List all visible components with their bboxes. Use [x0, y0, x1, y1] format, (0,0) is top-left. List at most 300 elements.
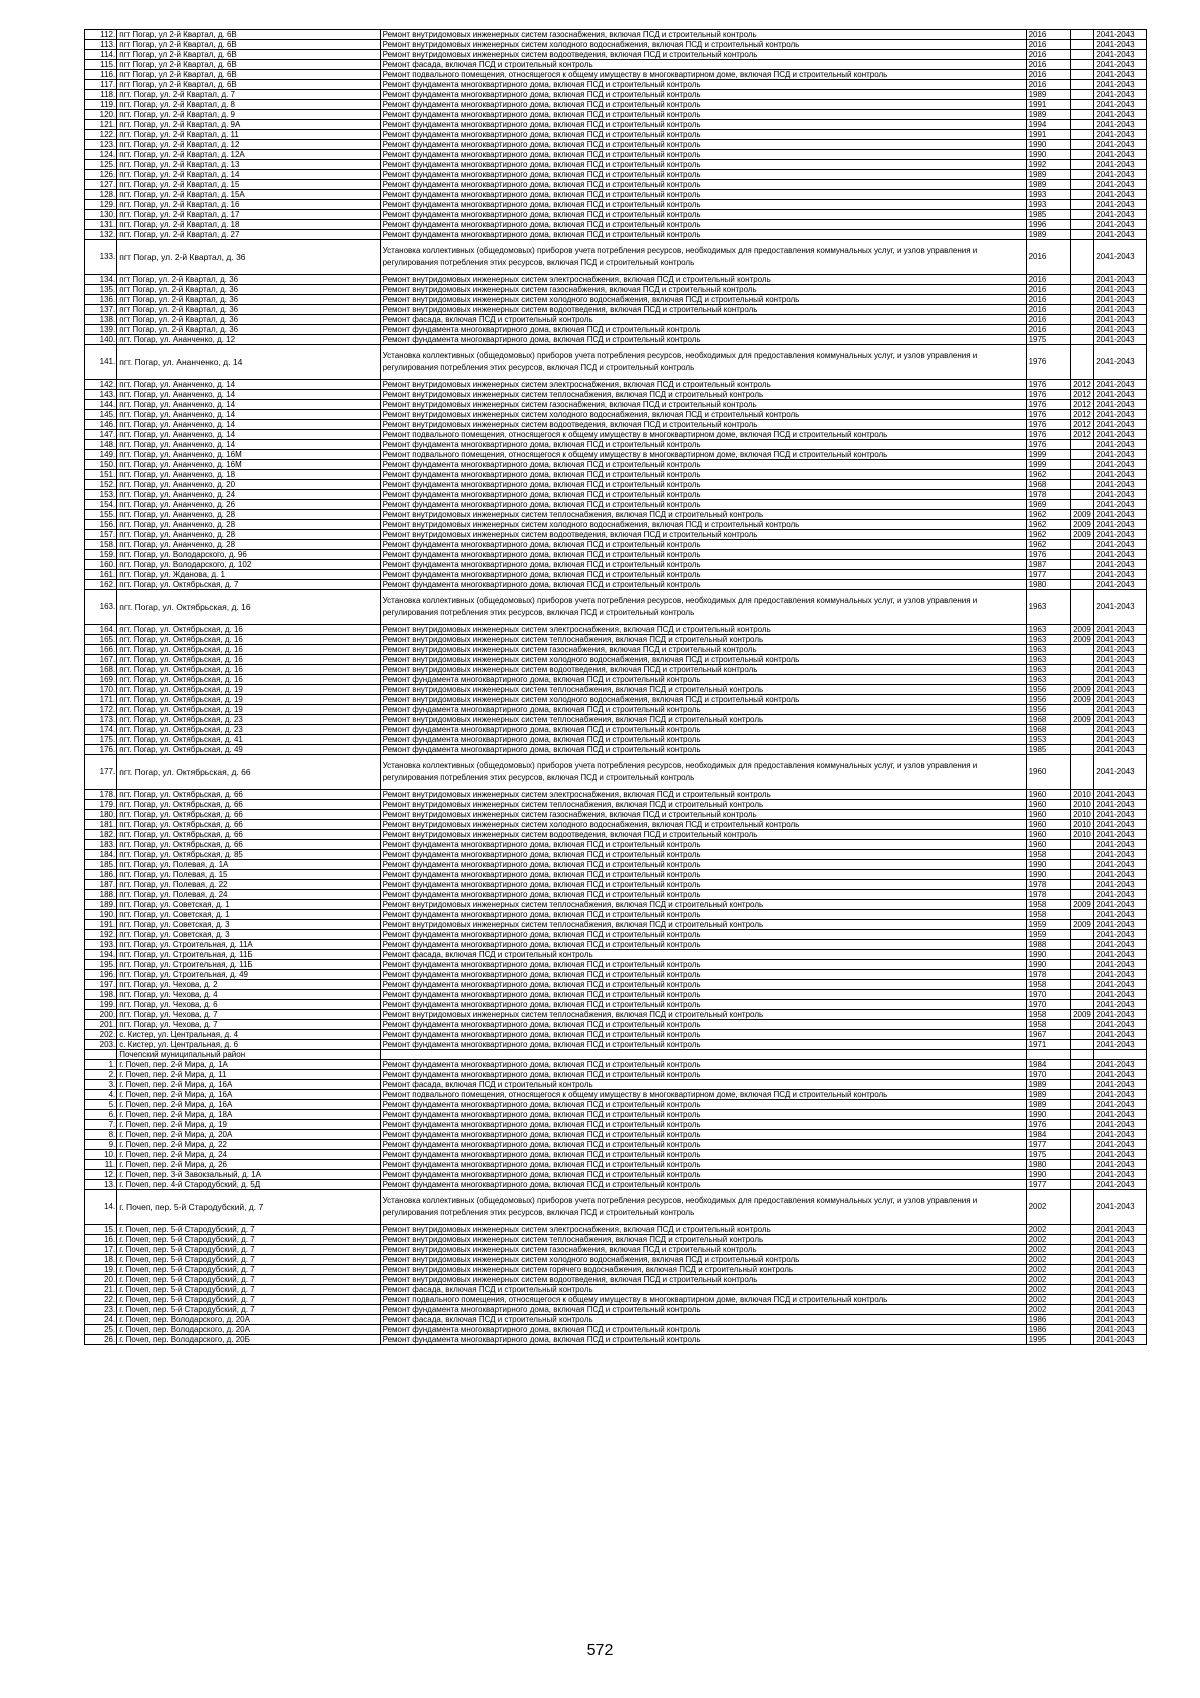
row-number: 194.	[85, 950, 117, 960]
work-type-cell: Ремонт фундамента многоквартирного дома, включая ПСД и строительный контроль	[380, 110, 1026, 120]
last-repair-year-cell	[1070, 450, 1094, 460]
table-row	[85, 120, 1147, 130]
table-row	[85, 540, 1147, 550]
build-year-cell: 2002	[1026, 1285, 1070, 1295]
last-repair-year-cell	[1070, 960, 1094, 970]
address-cell: пгт. Погар, ул. Октябрьская, д. 66	[117, 820, 380, 830]
table-row	[85, 1000, 1147, 1010]
work-type-cell: Ремонт подвального помещения, относящегося к общему имуществу в многоквартирном доме, включая ПСД и строительный контроль	[380, 430, 1026, 440]
planned-period-cell: 2041-2043	[1094, 1325, 1147, 1335]
planned-period-cell: 2041-2043	[1094, 1040, 1147, 1050]
build-year-cell: 1963	[1026, 645, 1070, 655]
row-number: 20.	[85, 1275, 117, 1285]
planned-period-cell: 2041-2043	[1094, 510, 1147, 520]
build-year-cell: 1970	[1026, 990, 1070, 1000]
table-row	[85, 140, 1147, 150]
work-type-cell: Ремонт фундамента многоквартирного дома, включая ПСД и строительный контроль	[380, 80, 1026, 90]
planned-period-cell: 2041-2043	[1094, 635, 1147, 645]
build-year-cell: 1976	[1026, 550, 1070, 560]
last-repair-year-cell	[1070, 100, 1094, 110]
table-row	[85, 830, 1147, 840]
address-cell: г. Почеп, пер. 5-й Стародубский, д. 7	[117, 1255, 380, 1265]
work-type-cell: Ремонт фундамента многоквартирного дома, включая ПСД и строительный контроль	[380, 200, 1026, 210]
last-repair-year-cell	[1070, 200, 1094, 210]
planned-period-cell: 2041-2043	[1094, 315, 1147, 325]
build-year-cell: 1958	[1026, 850, 1070, 860]
build-year-cell: 2016	[1026, 50, 1070, 60]
planned-period-cell: 2041-2043	[1094, 1265, 1147, 1275]
work-type-cell: Ремонт фундамента многоквартирного дома, включая ПСД и строительный контроль	[380, 335, 1026, 345]
build-year-cell: 1996	[1026, 220, 1070, 230]
address-cell: пгт. Погар, ул. Чехова, д. 2	[117, 980, 380, 990]
last-repair-year-cell	[1070, 170, 1094, 180]
table-row	[85, 210, 1147, 220]
address-cell: пгт. Погар, ул. Ананченко, д. 16М	[117, 450, 380, 460]
row-number: 116.	[85, 70, 117, 80]
address-cell: с. Кистер, ул. Центральная, д. 6	[117, 1040, 380, 1050]
build-year-cell: 1989	[1026, 110, 1070, 120]
last-repair-year-cell: 2010	[1070, 830, 1094, 840]
build-year-cell: 1994	[1026, 120, 1070, 130]
build-year-cell: 1990	[1026, 140, 1070, 150]
build-year-cell: 1968	[1026, 725, 1070, 735]
address-cell: г. Почеп, пер. 5-й Стародубский, д. 7	[117, 1305, 380, 1315]
build-year-cell: 1956	[1026, 705, 1070, 715]
address-cell: пгт. Погар, ул. 2-й Квартал, д. 17	[117, 210, 380, 220]
work-type-cell: Ремонт внутридомовых инженерных систем электроснабжения, включая ПСД и строительный контроль	[380, 790, 1026, 800]
last-repair-year-cell	[1070, 1140, 1094, 1150]
document-page	[84, 29, 1147, 1345]
row-number: 2.	[85, 1070, 117, 1080]
last-repair-year-cell: 2009	[1070, 520, 1094, 530]
address-cell: г. Почеп, пер. 5-й Стародубский, д. 7	[117, 1245, 380, 1255]
row-number: 153.	[85, 490, 117, 500]
row-number: 121.	[85, 120, 117, 130]
build-year-cell: 1992	[1026, 160, 1070, 170]
work-type-cell: Ремонт фундамента многоквартирного дома, включая ПСД и строительный контроль	[380, 930, 1026, 940]
address-cell: пгт. Погар, ул. 2-й Квартал, д. 9А	[117, 120, 380, 130]
address-cell: пгт. Погар, ул. 2-й Квартал, д. 13	[117, 160, 380, 170]
row-number: 148.	[85, 440, 117, 450]
table-row	[85, 1150, 1147, 1160]
address-cell: пгт. Погар, ул. Октябрьская, д. 66	[117, 800, 380, 810]
last-repair-year-cell	[1070, 950, 1094, 960]
work-type-cell: Ремонт фундамента многоквартирного дома, включая ПСД и строительный контроль	[380, 220, 1026, 230]
last-repair-year-cell	[1070, 1325, 1094, 1335]
build-year-cell: 1956	[1026, 695, 1070, 705]
last-repair-year-cell	[1070, 850, 1094, 860]
row-number: 144.	[85, 400, 117, 410]
table-row	[85, 1190, 1147, 1225]
planned-period-cell: 2041-2043	[1094, 910, 1147, 920]
planned-period-cell: 2041-2043	[1094, 460, 1147, 470]
table-row	[85, 820, 1147, 830]
row-number: 147.	[85, 430, 117, 440]
address-cell: пгт. Погар, ул. 2-й Квартал, д. 8	[117, 100, 380, 110]
address-cell: пгт. Погар, ул. 2-й Квартал, д. 27	[117, 230, 380, 240]
address-cell: пгт. Погар, ул. Октябрьская, д. 66	[117, 830, 380, 840]
address-cell: г. Почеп, пер. Володарского, д. 20А	[117, 1315, 380, 1325]
work-type-cell: Ремонт внутридомовых инженерных систем водоотведения, включая ПСД и строительный контроль	[380, 665, 1026, 675]
planned-period-cell: 2041-2043	[1094, 230, 1147, 240]
planned-period-cell: 2041-2043	[1094, 170, 1147, 180]
build-year-cell: 1980	[1026, 580, 1070, 590]
table-row	[85, 530, 1147, 540]
build-year-cell: 1958	[1026, 1010, 1070, 1020]
table-row	[85, 1315, 1147, 1325]
planned-period-cell: 2041-2043	[1094, 960, 1147, 970]
build-year-cell: 1978	[1026, 890, 1070, 900]
table-row	[85, 110, 1147, 120]
row-number: 166.	[85, 645, 117, 655]
address-cell: пгт. Погар, ул. 2-й Квартал, д. 9	[117, 110, 380, 120]
row-number: 192.	[85, 930, 117, 940]
build-year-cell: 1990	[1026, 860, 1070, 870]
work-type-cell: Ремонт фундамента многоквартирного дома, включая ПСД и строительный контроль	[380, 1060, 1026, 1070]
last-repair-year-cell	[1070, 590, 1094, 625]
row-number: 183.	[85, 840, 117, 850]
work-type-cell: Ремонт фундамента многоквартирного дома, включая ПСД и строительный контроль	[380, 910, 1026, 920]
last-repair-year-cell	[1070, 190, 1094, 200]
work-type-cell: Ремонт фасада, включая ПСД и строительный контроль	[380, 315, 1026, 325]
planned-period-cell: 2041-2043	[1094, 1315, 1147, 1325]
table-row	[85, 510, 1147, 520]
last-repair-year-cell	[1070, 110, 1094, 120]
last-repair-year-cell: 2009	[1070, 900, 1094, 910]
address-cell: пгт. Погар, ул. Ананченко, д. 24	[117, 490, 380, 500]
planned-period-cell: 2041-2043	[1094, 450, 1147, 460]
build-year-cell: 1963	[1026, 625, 1070, 635]
row-number: 140.	[85, 335, 117, 345]
planned-period-cell: 2041-2043	[1094, 745, 1147, 755]
planned-period-cell: 2041-2043	[1094, 570, 1147, 580]
table-row	[85, 160, 1147, 170]
row-number: 146.	[85, 420, 117, 430]
work-type-cell: Ремонт фундамента многоквартирного дома, включая ПСД и строительный контроль	[380, 840, 1026, 850]
table-row	[85, 1305, 1147, 1315]
row-number: 6.	[85, 1110, 117, 1120]
planned-period-cell: 2041-2043	[1094, 60, 1147, 70]
build-year-cell: 2002	[1026, 1255, 1070, 1265]
row-number: 26.	[85, 1335, 117, 1345]
table-row	[85, 130, 1147, 140]
last-repair-year-cell: 2012	[1070, 430, 1094, 440]
row-number: 19.	[85, 1265, 117, 1275]
last-repair-year-cell	[1070, 870, 1094, 880]
planned-period-cell: 2041-2043	[1094, 100, 1147, 110]
work-type-cell: Ремонт внутридомовых инженерных систем теплоснабжения, включая ПСД и строительный контроль	[380, 685, 1026, 695]
address-cell: пгт Погар, ул. 2-й Квартал, д. 36	[117, 305, 380, 315]
address-cell: пгт. Погар, ул. Строительная, д. 49	[117, 970, 380, 980]
table-row	[85, 200, 1147, 210]
planned-period-cell: 2041-2043	[1094, 50, 1147, 60]
table-row	[85, 275, 1147, 285]
last-repair-year-cell	[1070, 70, 1094, 80]
row-number: 1.	[85, 1060, 117, 1070]
last-repair-year-cell	[1070, 840, 1094, 850]
address-cell: г. Почеп, пер. 2-й Мира, д. 16А	[117, 1080, 380, 1090]
build-year-cell: 1958	[1026, 900, 1070, 910]
table-row	[85, 990, 1147, 1000]
table-row	[85, 860, 1147, 870]
work-type-cell: Ремонт фундамента многоквартирного дома, включая ПСД и строительный контроль	[380, 880, 1026, 890]
table-row	[85, 735, 1147, 745]
work-type-cell: Ремонт внутридомовых инженерных систем холодного водоснабжения, включая ПСД и строительный контроль	[380, 1255, 1026, 1265]
last-repair-year-cell	[1070, 1030, 1094, 1040]
work-type-cell: Ремонт внутридомовых инженерных систем холодного водоснабжения, включая ПСД и строительный контроль	[380, 410, 1026, 420]
address-cell: пгт. Погар, ул. Жданова, д. 1	[117, 570, 380, 580]
planned-period-cell: 2041-2043	[1094, 900, 1147, 910]
table-row	[85, 980, 1147, 990]
address-cell: пгт. Погар, ул. Октябрьская, д. 16	[117, 590, 380, 625]
table-row	[85, 570, 1147, 580]
planned-period-cell: 2041-2043	[1094, 1245, 1147, 1255]
work-type-cell: Ремонт фундамента многоквартирного дома, включая ПСД и строительный контроль	[380, 725, 1026, 735]
address-cell: пгт. Погар, ул. Октябрьская, д. 16	[117, 665, 380, 675]
work-type-cell: Ремонт внутридомовых инженерных систем теплоснабжения, включая ПСД и строительный контроль	[380, 1010, 1026, 1020]
work-type-cell: Ремонт фундамента многоквартирного дома, включая ПСД и строительный контроль	[380, 1325, 1026, 1335]
address-cell: пгт. Погар, ул. Чехова, д. 6	[117, 1000, 380, 1010]
build-year-cell: 1985	[1026, 745, 1070, 755]
address-cell: г. Почеп, пер. 2-й Мира, д. 18А	[117, 1110, 380, 1120]
build-year-cell: 1991	[1026, 130, 1070, 140]
planned-period-cell: 2041-2043	[1094, 850, 1147, 860]
work-type-cell: Ремонт фундамента многоквартирного дома, включая ПСД и строительный контроль	[380, 580, 1026, 590]
last-repair-year-cell	[1070, 130, 1094, 140]
planned-period-cell: 2041-2043	[1094, 560, 1147, 570]
row-number: 112.	[85, 30, 117, 40]
table-row	[85, 60, 1147, 70]
work-type-cell: Ремонт внутридомовых инженерных систем газоснабжения, включая ПСД и строительный контроль	[380, 1245, 1026, 1255]
row-number: 11.	[85, 1160, 117, 1170]
address-cell: пгт. Погар, ул. Ананченко, д. 14	[117, 430, 380, 440]
address-cell: пгт. Погар, ул. 2-й Квартал, д. 14	[117, 170, 380, 180]
planned-period-cell: 2041-2043	[1094, 500, 1147, 510]
build-year-cell: 1971	[1026, 1040, 1070, 1050]
planned-period-cell: 2041-2043	[1094, 1120, 1147, 1130]
work-type-cell: Ремонт внутридомовых инженерных систем водоотведения, включая ПСД и строительный контроль	[380, 530, 1026, 540]
table-row	[85, 900, 1147, 910]
work-type-cell: Ремонт внутридомовых инженерных систем теплоснабжения, включая ПСД и строительный контроль	[380, 635, 1026, 645]
address-cell: пгт. Погар, ул. Чехова, д. 4	[117, 990, 380, 1000]
last-repair-year-cell	[1070, 745, 1094, 755]
build-year-cell: 1967	[1026, 1030, 1070, 1040]
address-cell: пгт. Погар, ул. Октябрьская, д. 7	[117, 580, 380, 590]
address-cell: пгт. Погар, ул. Ананченко, д. 14	[117, 400, 380, 410]
build-year-cell: 2002	[1026, 1305, 1070, 1315]
address-cell: пгт. Погар, ул. Ананченко, д. 28	[117, 540, 380, 550]
planned-period-cell: 2041-2043	[1094, 1255, 1147, 1265]
table-row	[85, 50, 1147, 60]
address-cell: пгт. Погар, ул. Ананченко, д. 20	[117, 480, 380, 490]
last-repair-year-cell	[1070, 1315, 1094, 1325]
work-type-cell: Ремонт внутридомовых инженерных систем холодного водоснабжения, включая ПСД и строительный контроль	[380, 40, 1026, 50]
row-number: 203.	[85, 1040, 117, 1050]
last-repair-year-cell	[1070, 60, 1094, 70]
last-repair-year-cell	[1070, 500, 1094, 510]
build-year-cell: 1991	[1026, 100, 1070, 110]
address-cell: пгт. Погар, ул. Октябрьская, д. 66	[117, 810, 380, 820]
row-number: 152.	[85, 480, 117, 490]
row-number: 187.	[85, 880, 117, 890]
table-row	[85, 1090, 1147, 1100]
table-row	[85, 675, 1147, 685]
work-type-cell: Ремонт фундамента многоквартирного дома, включая ПСД и строительный контроль	[380, 1110, 1026, 1120]
work-type-cell: Ремонт внутридомовых инженерных систем холодного водоснабжения, включая ПСД и строительный контроль	[380, 295, 1026, 305]
table-row	[85, 1100, 1147, 1110]
work-type-cell: Ремонт внутридомовых инженерных систем теплоснабжения, включая ПСД и строительный контроль	[380, 1235, 1026, 1245]
row-number: 124.	[85, 150, 117, 160]
table-row	[85, 940, 1147, 950]
address-cell: пгт. Погар, ул. Строительная, д. 11А	[117, 940, 380, 950]
work-type-cell: Ремонт фундамента многоквартирного дома, включая ПСД и строительный контроль	[380, 560, 1026, 570]
table-row	[85, 380, 1147, 390]
planned-period-cell: 2041-2043	[1094, 695, 1147, 705]
last-repair-year-cell	[1070, 490, 1094, 500]
last-repair-year-cell	[1070, 1150, 1094, 1160]
build-year-cell: 1975	[1026, 1150, 1070, 1160]
table-row	[85, 1335, 1147, 1345]
row-number: 137.	[85, 305, 117, 315]
work-type-cell: Ремонт фундамента многоквартирного дома, включая ПСД и строительный контроль	[380, 1000, 1026, 1010]
work-type-cell: Ремонт фундамента многоквартирного дома, включая ПСД и строительный контроль	[380, 130, 1026, 140]
build-year-cell: 1976	[1026, 430, 1070, 440]
address-cell: пгт. Погар, ул. Советская, д. 3	[117, 930, 380, 940]
row-number: 156.	[85, 520, 117, 530]
address-cell: пгт. Погар, ул. Октябрьская, д. 16	[117, 635, 380, 645]
work-type-cell: Ремонт фундамента многоквартирного дома, включая ПСД и строительный контроль	[380, 1140, 1026, 1150]
row-number: 157.	[85, 530, 117, 540]
planned-period-cell: 2041-2043	[1094, 490, 1147, 500]
last-repair-year-cell	[1070, 1020, 1094, 1030]
work-type-cell: Ремонт фундамента многоквартирного дома, включая ПСД и строительный контроль	[380, 325, 1026, 335]
table-row	[85, 1120, 1147, 1130]
address-cell: пгт. Погар, ул. Октябрьская, д. 19	[117, 685, 380, 695]
table-row	[85, 295, 1147, 305]
work-type-cell: Ремонт фундамента многоквартирного дома, включая ПСД и строительный контроль	[380, 890, 1026, 900]
work-type-cell: Ремонт внутридомовых инженерных систем теплоснабжения, включая ПСД и строительный контроль	[380, 715, 1026, 725]
planned-period-cell: 2041-2043	[1094, 30, 1147, 40]
planned-period-cell: 2041-2043	[1094, 755, 1147, 790]
row-number: 196.	[85, 970, 117, 980]
work-type-cell: Ремонт подвального помещения, относящегося к общему имуществу в многоквартирном доме, включая ПСД и строительный контроль	[380, 1090, 1026, 1100]
table-row	[85, 440, 1147, 450]
last-repair-year-cell	[1070, 240, 1094, 275]
planned-period-cell: 2041-2043	[1094, 530, 1147, 540]
last-repair-year-cell	[1070, 1170, 1094, 1180]
address-cell: пгт Погар, ул. 2-й Квартал, д. 36	[117, 240, 380, 275]
table-row	[85, 150, 1147, 160]
last-repair-year-cell	[1070, 335, 1094, 345]
build-year-cell: 1959	[1026, 930, 1070, 940]
build-year-cell: 1968	[1026, 480, 1070, 490]
planned-period-cell: 2041-2043	[1094, 1275, 1147, 1285]
build-year-cell: 2016	[1026, 305, 1070, 315]
build-year-cell: 1980	[1026, 1160, 1070, 1170]
build-year-cell: 2016	[1026, 30, 1070, 40]
planned-period-cell: 2041-2043	[1094, 110, 1147, 120]
table-row	[85, 665, 1147, 675]
table-row	[85, 745, 1147, 755]
last-repair-year-cell	[1070, 1255, 1094, 1265]
planned-period-cell: 2041-2043	[1094, 420, 1147, 430]
row-number: 145.	[85, 410, 117, 420]
planned-period-cell: 2041-2043	[1094, 335, 1147, 345]
planned-period-cell: 2041-2043	[1094, 90, 1147, 100]
planned-period-cell: 2041-2043	[1094, 1090, 1147, 1100]
build-year-cell: 1962	[1026, 510, 1070, 520]
address-cell: г. Почеп, пер. 5-й Стародубский, д. 7	[117, 1225, 380, 1235]
row-number: 164.	[85, 625, 117, 635]
last-repair-year-cell	[1070, 1130, 1094, 1140]
address-cell: пгт Погар, ул. 2-й Квартал, д. 36	[117, 325, 380, 335]
planned-period-cell: 2041-2043	[1094, 440, 1147, 450]
last-repair-year-cell	[1070, 295, 1094, 305]
row-number: 155.	[85, 510, 117, 520]
address-cell: пгт. Погар, ул. Чехова, д. 7	[117, 1010, 380, 1020]
last-repair-year-cell: 2010	[1070, 820, 1094, 830]
last-repair-year-cell: 2012	[1070, 400, 1094, 410]
planned-period-cell: 2041-2043	[1094, 880, 1147, 890]
row-number: 186.	[85, 870, 117, 880]
planned-period-cell: 2041-2043	[1094, 1140, 1147, 1150]
row-number: 7.	[85, 1120, 117, 1130]
build-year-cell: 1976	[1026, 345, 1070, 380]
build-year-cell: 1958	[1026, 980, 1070, 990]
planned-period-cell: 2041-2043	[1094, 1080, 1147, 1090]
table-row	[85, 800, 1147, 810]
planned-period-cell: 2041-2043	[1094, 800, 1147, 810]
planned-period-cell: 2041-2043	[1094, 820, 1147, 830]
work-type-cell: Ремонт фундамента многоквартирного дома, включая ПСД и строительный контроль	[380, 1030, 1026, 1040]
address-cell: пгт. Погар, ул. Октябрьская, д. 16	[117, 675, 380, 685]
table-row	[85, 1050, 1147, 1060]
planned-period-cell	[1094, 1050, 1147, 1060]
work-type-cell: Ремонт фундамента многоквартирного дома, включая ПСД и строительный контроль	[380, 500, 1026, 510]
last-repair-year-cell	[1070, 550, 1094, 560]
build-year-cell: 2016	[1026, 285, 1070, 295]
work-type-cell: Ремонт подвального помещения, относящегося к общему имуществу в многоквартирном доме, включая ПСД и строительный контроль	[380, 450, 1026, 460]
row-number: 159.	[85, 550, 117, 560]
work-type-cell: Ремонт фундамента многоквартирного дома, включая ПСД и строительный контроль	[380, 150, 1026, 160]
row-number: 5.	[85, 1100, 117, 1110]
planned-period-cell: 2041-2043	[1094, 655, 1147, 665]
row-number: 9.	[85, 1140, 117, 1150]
build-year-cell: 1976	[1026, 390, 1070, 400]
table-row	[85, 470, 1147, 480]
address-cell: пгт. Погар, ул. Володарского, д. 102	[117, 560, 380, 570]
build-year-cell: 1990	[1026, 1110, 1070, 1120]
row-number: 168.	[85, 665, 117, 675]
row-number: 118.	[85, 90, 117, 100]
work-type-cell: Ремонт фундамента многоквартирного дома, включая ПСД и строительный контроль	[380, 745, 1026, 755]
table-row	[85, 560, 1147, 570]
address-cell: г. Почеп, пер. 2-й Мира, д. 20А	[117, 1130, 380, 1140]
row-number: 200.	[85, 1010, 117, 1020]
address-cell: г. Почеп, пер. 2-й Мира, д. 16А	[117, 1090, 380, 1100]
last-repair-year-cell	[1070, 275, 1094, 285]
work-type-cell: Ремонт фундамента многоквартирного дома, включая ПСД и строительный контроль	[380, 160, 1026, 170]
last-repair-year-cell	[1070, 30, 1094, 40]
row-number: 184.	[85, 850, 117, 860]
planned-period-cell: 2041-2043	[1094, 285, 1147, 295]
address-cell: пгт Погар, ул 2-й Квартал, д. 6В	[117, 30, 380, 40]
build-year-cell: 1988	[1026, 940, 1070, 950]
last-repair-year-cell	[1070, 1190, 1094, 1225]
table-row	[85, 80, 1147, 90]
planned-period-cell: 2041-2043	[1094, 930, 1147, 940]
row-number: 21.	[85, 1285, 117, 1295]
